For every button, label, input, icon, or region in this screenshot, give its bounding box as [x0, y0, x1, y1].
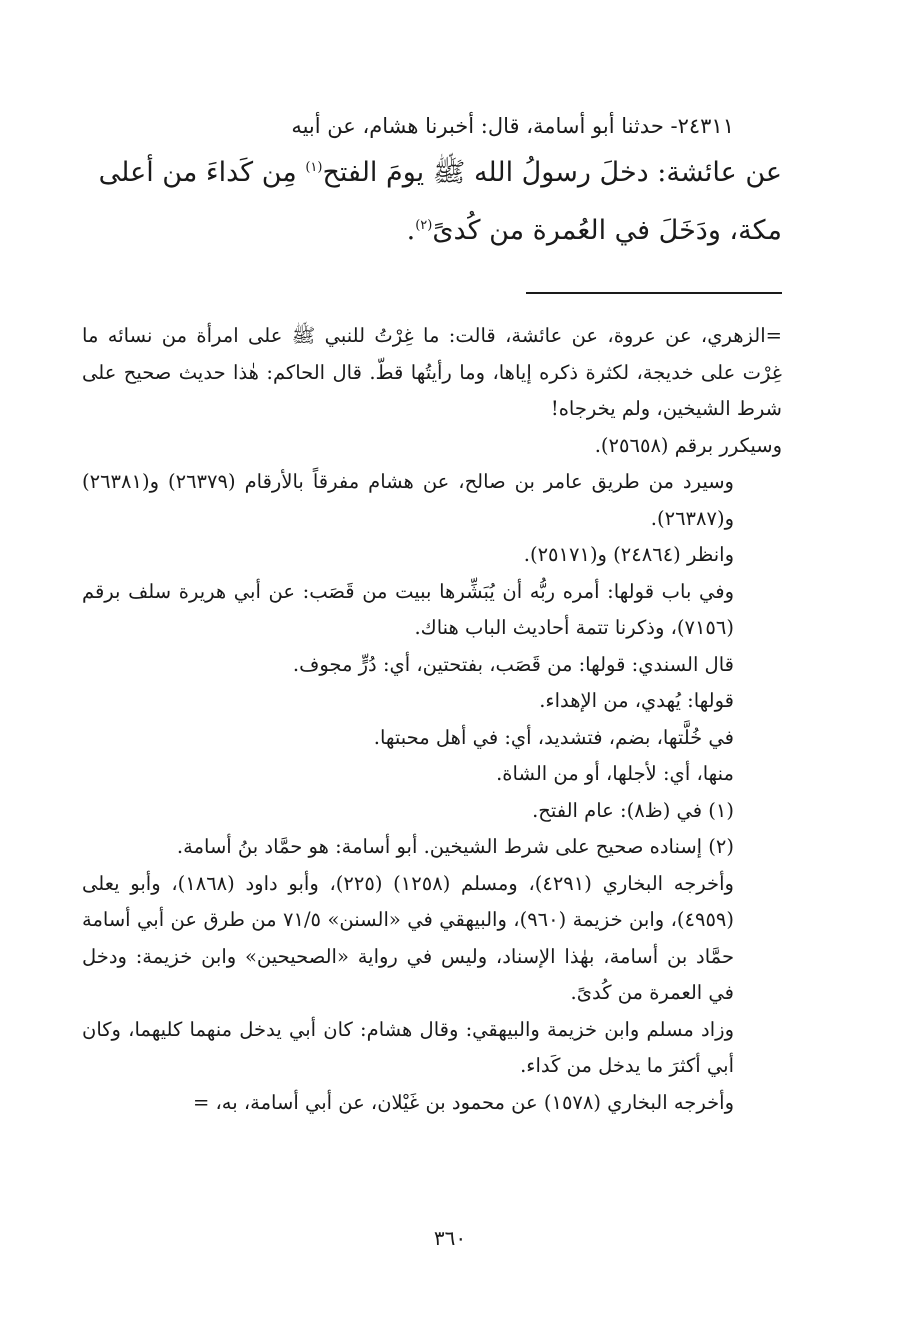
footnote-paragraph: وأخرجه البخاري (١٥٧٨) عن محمود بن غَيْلان، عن أبي أسامة، به، = — [192, 1090, 734, 1114]
footnote-paragraph: وانظر (٢٤٨٦٤) و(٢٥١٧١). — [523, 543, 734, 566]
footnote-paragraph: وزاد مسلم وابن خزيمة والبيهقي: وقال هشام: كان أبي يدخل منهما كليهما، وكان أبي أكثرَ ما يدخل من كَداء. — [82, 1017, 734, 1077]
footnote-paragraph: وفي باب قولها: أمره ربُّه أن يُبَشِّرها ببيت من قَصَب: عن أبي هريرة سلف برقم (٧١٥٦)، وذكرنا تتمة أحاديث الباب هناك. — [82, 579, 734, 639]
page-content — [82, 108, 782, 1121]
hadith-text-part2: مِن كَداءَ من أعلى مكة، ودَخَلَ في العُمرة من كُدىً — [98, 157, 782, 246]
footnote-marker-2: (٢) — [415, 218, 433, 233]
footnote-paragraph: قال السندي: قولها: من قَصَب، بفتحتين، أي: دُرٍّ مجوف. — [292, 652, 734, 676]
footnote-paragraph: =الزهري، عن عروة، عن عائشة، قالت: ما غِرْتُ للنبي ﷺ على امرأة من نسائه ما غِرْت على خديجة، لكثرة ذكره إياها، وما رأيتُها قطّ. قال الحاكم: هٰذا حديث صحيح على شرط الشيخين، ولم يخرجاه! — [82, 324, 782, 420]
footnote-marker-1: (١) — [305, 160, 323, 175]
footnote-separator — [526, 292, 782, 294]
footnotes — [82, 318, 782, 1121]
footnote-paragraph: وأخرجه البخاري (٤٢٩١)، ومسلم (١٢٥٨) (٢٢٥)، وأبو داود (١٨٦٨)، وأبو يعلى (٤٩٥٩)، وابن خزيمة (٩٦٠)، والبيهقي في «السنن» ٧١/٥ من طرق عن أبي أسامة حمَّاد بن أسامة، بهٰذا الإسناد، وليس في رواية «الصحيحين» وابن خزيمة: ودخل في العمرة من كُدىً. — [82, 871, 735, 1004]
hadith-text — [82, 144, 782, 260]
hadith-text-part1: عن عائشة: دخلَ رسولُ الله ﷺ يومَ الفتح — [322, 157, 782, 188]
footnote-paragraph: قولها: يُهدي، من الإهداء. — [539, 689, 734, 712]
hadith-text-end: . — [406, 215, 416, 246]
page-number: ٣٦٠ — [433, 1226, 467, 1250]
footnote-paragraph: وسيرد من طريق عامر بن صالح، عن هشام مفرقاً بالأرقام (٢٦٣٧٩) و(٢٦٣٨١) و(٢٦٣٨٧). — [82, 470, 734, 530]
footnote-paragraph: وسيكرر برقم (٢٥٦٥٨). — [594, 433, 782, 457]
footnote-paragraph: منها، أي: لأجلها، أو من الشاة. — [496, 762, 734, 785]
footnote-paragraph: في خُلَّتها، بضم، فتشديد، أي: في أهل محبتها. — [373, 725, 734, 749]
hadith-header: ٢٤٣١١- حدثنا أبو أسامة، قال: أخبرنا هشام، عن أبيه — [291, 114, 734, 138]
footnote-paragraph: (١) في (ظ٨): عام الفتح. — [532, 798, 734, 822]
footnote-paragraph: (٢) إسناده صحيح على شرط الشيخين. أبو أسامة: هو حمَّاد بنُ أسامة. — [176, 835, 734, 858]
